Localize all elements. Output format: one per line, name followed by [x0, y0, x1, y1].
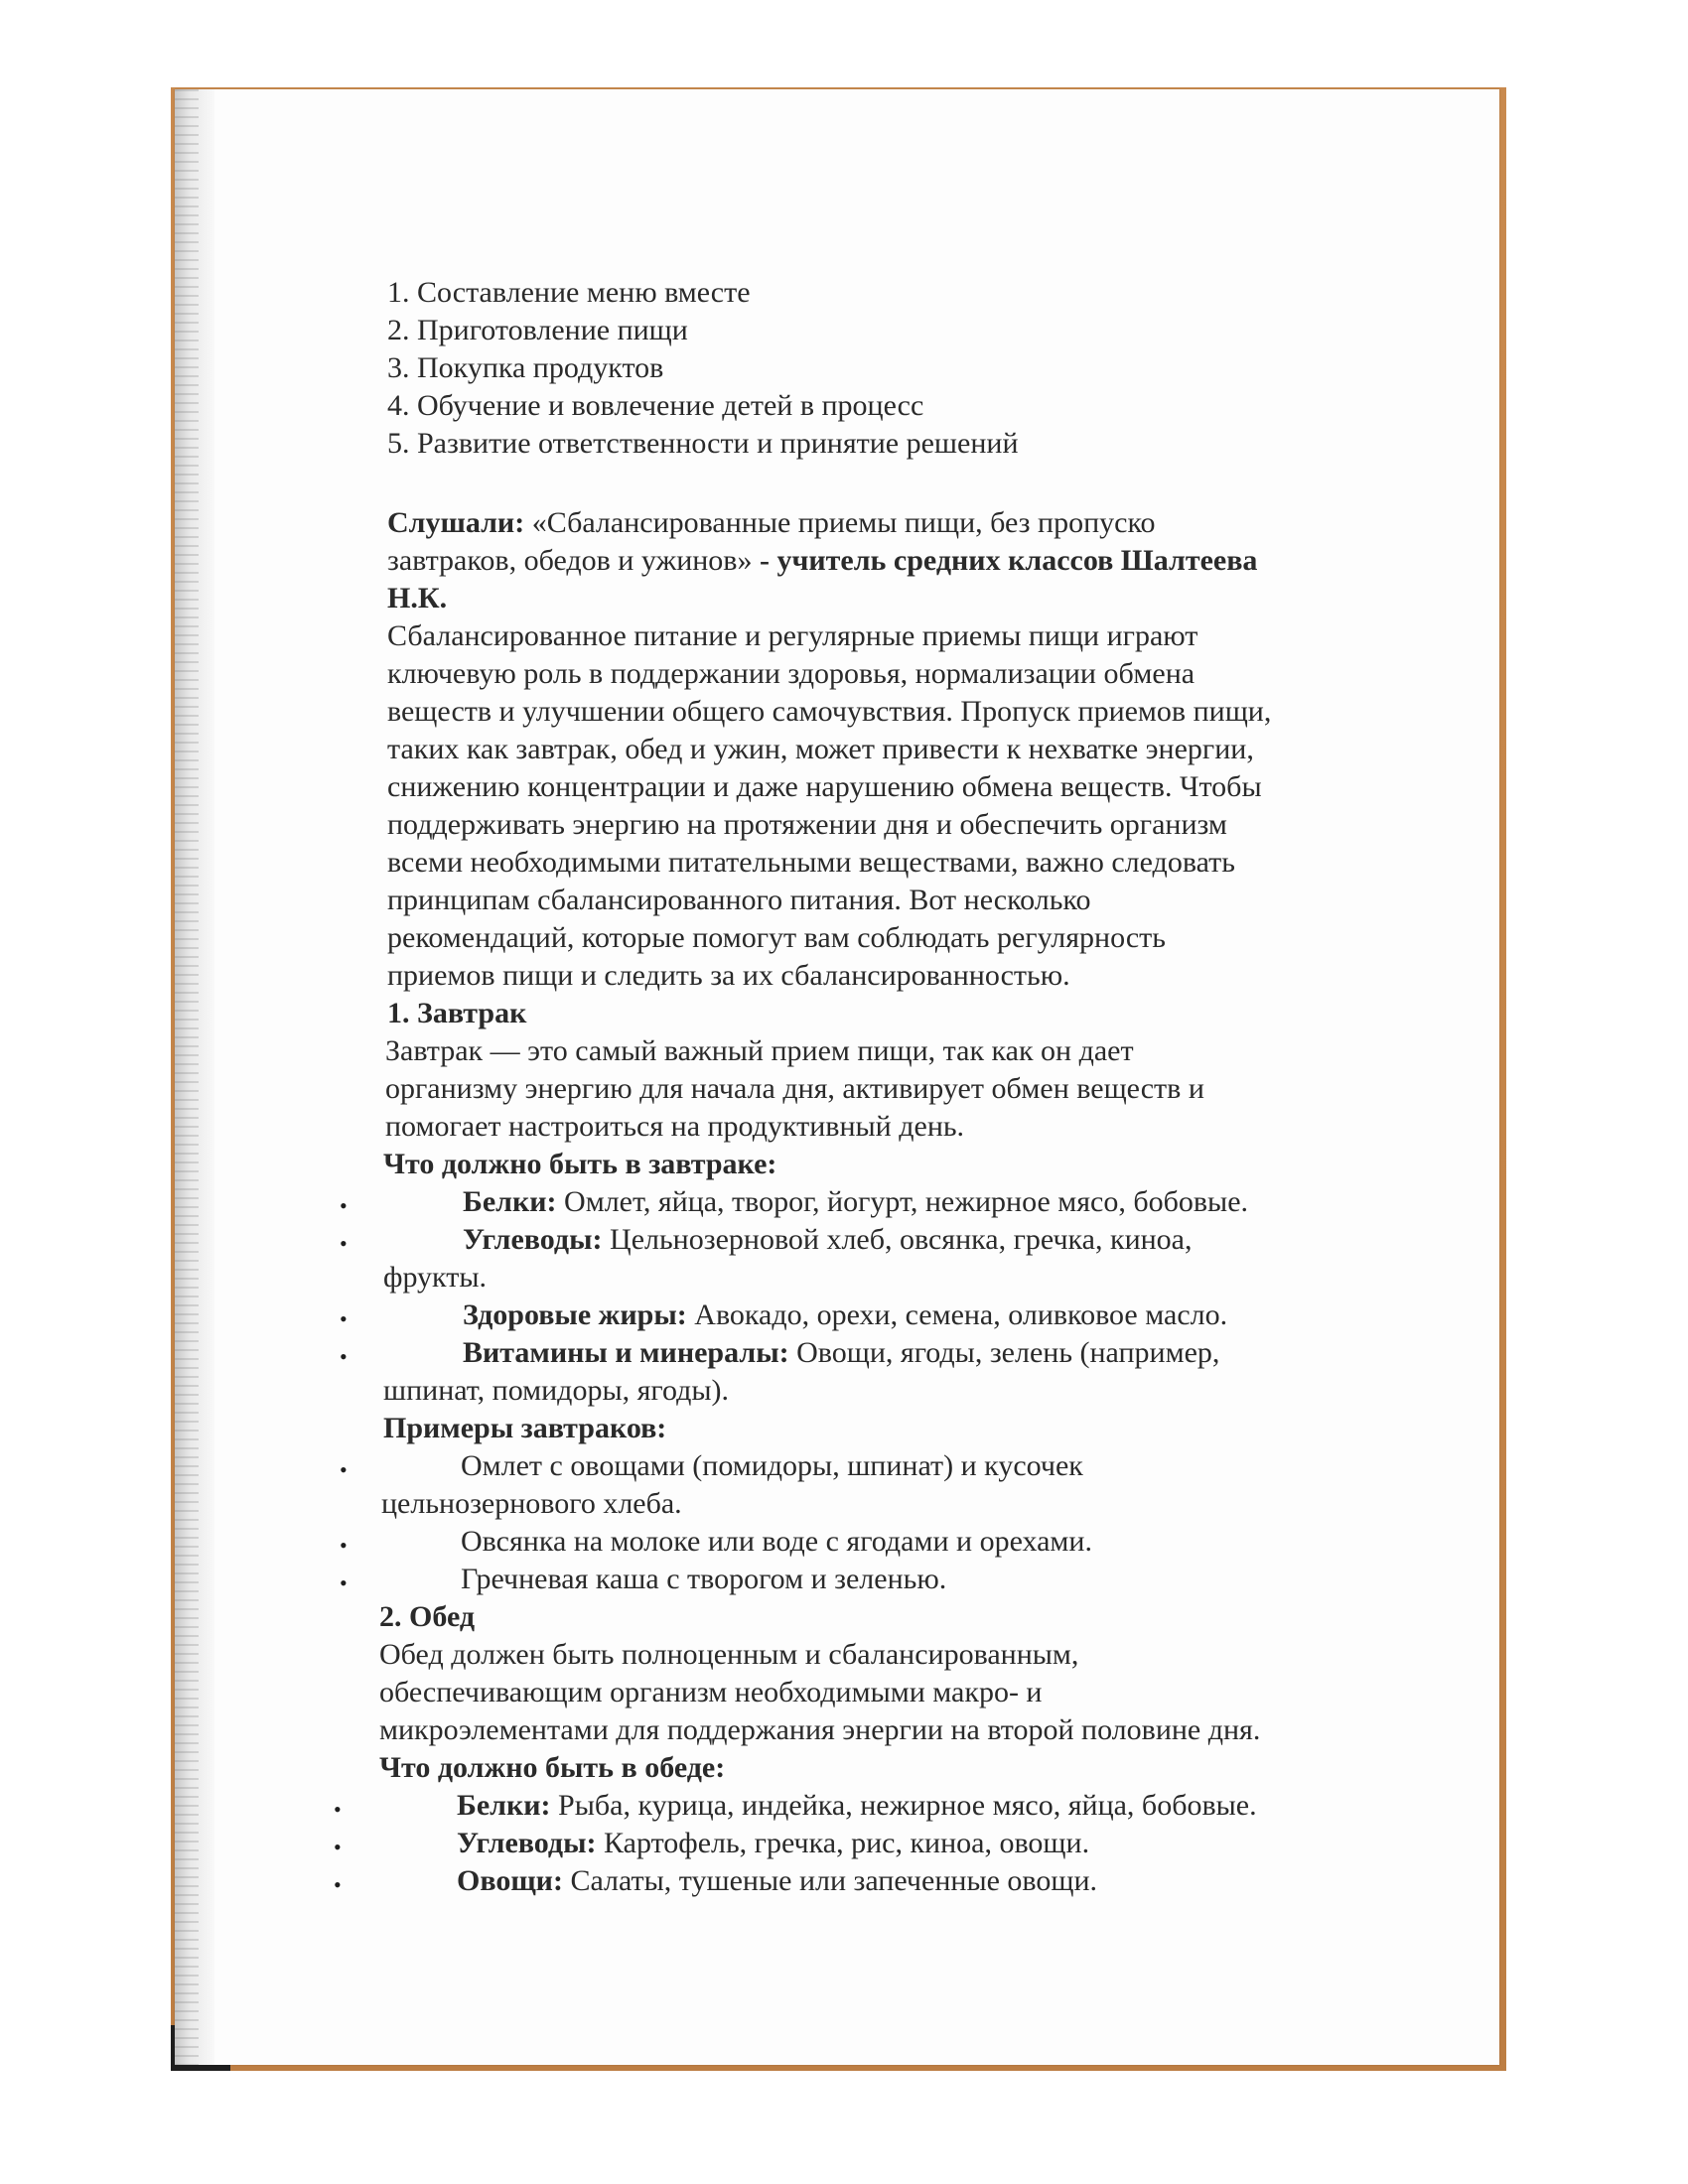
paper-sheet [175, 89, 1499, 2065]
numbered-item-3: 3. Покупка продуктов [387, 351, 664, 384]
item-text: Рыба, курица, индейка, нежирное мясо, яйца, бобовые. [550, 1789, 1257, 1822]
item-text: Овощи, ягоды, зелень (например, [788, 1336, 1220, 1369]
document-text [175, 89, 1499, 2065]
breakfast-example-1-cont: цельнозернового хлеба. [381, 1487, 682, 1520]
bullet: • [340, 1306, 348, 1331]
breakfast-example-1: Омлет с овощами (помидоры, шпинат) и кусочек [461, 1449, 1083, 1482]
intro-line-7: всеми необходимыми питательными веществами, важно следовать [387, 846, 1235, 879]
breakfast-item-2 [463, 1221, 1193, 1259]
intro-line-5: снижению концентрации и даже нарушению обмена веществ. Чтобы [387, 770, 1262, 803]
item-text: Омлет, яйца, творог, йогурт, нежирное мясо, бобовые. [556, 1185, 1249, 1218]
bullet: • [340, 1344, 348, 1369]
item-label: Белки: [463, 1185, 557, 1218]
bullet: • [340, 1533, 348, 1558]
item-text: Цельнозерновой хлеб, овсянка, гречка, киноа, [602, 1223, 1193, 1256]
lunch-should-heading: Что должно быть в обеде: [379, 1751, 726, 1784]
numbered-item-4: 4. Обучение и вовлечение детей в процесс [387, 389, 924, 422]
heard-line-2 [387, 542, 1257, 580]
breakfast-item-2-cont: фрукты. [383, 1261, 487, 1294]
bullet: • [334, 1797, 342, 1822]
bullet: • [340, 1193, 348, 1218]
intro-line-6: поддерживать энергию на протяжении дня и обеспечить организм [387, 808, 1227, 841]
intro-line-2: ключевую роль в поддержании здоровья, нормализации обмена [387, 657, 1196, 690]
intro-line-3: веществ и улучшении общего самочувствия. Пропуск приемов пищи, [387, 695, 1272, 728]
item-text: Авокадо, орехи, семена, оливковое масло. [686, 1298, 1228, 1331]
item-label: Белки: [457, 1789, 551, 1822]
breakfast-text-3: помогает настроиться на продуктивный день. [385, 1110, 965, 1143]
item-text: Картофель, гречка, рис, киноа, овощи. [596, 1827, 1090, 1859]
numbered-item-5: 5. Развитие ответственности и принятие решений [387, 427, 1019, 460]
breakfast-item-1 [463, 1183, 1248, 1221]
lunch-text-1: Обед должен быть полноценным и сбалансированным, [379, 1638, 1079, 1671]
item-label: Овощи: [457, 1864, 563, 1897]
breakfast-text-2: организму энергию для начала дня, активирует обмен веществ и [385, 1072, 1204, 1105]
bullet: • [340, 1231, 348, 1256]
heard-speaker-2: Н.К. [387, 582, 448, 614]
breakfast-example-2: Овсянка на молоке или воде с ягодами и орехами. [461, 1525, 1092, 1558]
breakfast-example-3: Гречневая каша с творогом и зеленью. [461, 1563, 947, 1595]
breakfast-item-4 [463, 1334, 1219, 1372]
lunch-item-1 [457, 1787, 1257, 1825]
item-label: Углеводы: [457, 1827, 597, 1859]
numbered-item-1: 1. Составление меню вместе [387, 276, 751, 309]
intro-line-8: принципам сбалансированного питания. Вот несколько [387, 884, 1091, 916]
lunch-item-3 [457, 1862, 1097, 1900]
item-label: Углеводы: [463, 1223, 603, 1256]
item-label: Витамины и минералы: [463, 1336, 789, 1369]
breakfast-examples-heading: Примеры завтраков: [383, 1412, 667, 1444]
heard-label: Слушали: [387, 506, 525, 539]
breakfast-text-1: Завтрак — это самый важный прием пищи, так как он дает [385, 1034, 1134, 1067]
breakfast-item-4-cont: шпинат, помидоры, ягоды). [383, 1374, 730, 1407]
lunch-heading: 2. Обед [379, 1600, 476, 1633]
heard-quote-2: завтраков, обедов и ужинов» [387, 544, 753, 577]
heard-speaker-1: - учитель средних классов Шалтеева [752, 544, 1258, 577]
breakfast-heading: 1. Завтрак [387, 997, 527, 1029]
breakfast-should-heading: Что должно быть в завтраке: [383, 1148, 777, 1180]
intro-line-4: таких как завтрак, обед и ужин, может привести к нехватке энергии, [387, 733, 1254, 765]
item-label: Здоровые жиры: [463, 1298, 687, 1331]
lunch-text-3: микроэлементами для поддержания энергии на второй половине дня. [379, 1713, 1261, 1746]
intro-line-10: приемов пищи и следить за их сбалансированностью. [387, 959, 1070, 992]
intro-line-9: рекомендаций, которые помогут вам соблюдать регулярность [387, 921, 1166, 954]
bullet: • [340, 1457, 348, 1482]
lunch-item-2 [457, 1825, 1089, 1862]
breakfast-item-3 [463, 1297, 1227, 1334]
numbered-item-2: 2. Приготовление пищи [387, 314, 688, 346]
lunch-text-2: обеспечивающим организм необходимыми макро- и [379, 1676, 1043, 1708]
item-text: Салаты, тушеные или запеченные овощи. [562, 1864, 1098, 1897]
bullet: • [334, 1835, 342, 1859]
bullet: • [334, 1872, 342, 1897]
heard-quote-1: «Сбалансированные приемы пищи, без пропуско [531, 506, 1156, 539]
heard-line-1 [387, 504, 1156, 542]
bullet: • [340, 1570, 348, 1595]
intro-line-1: Сбалансированное питание и регулярные приемы пищи играют [387, 619, 1198, 652]
